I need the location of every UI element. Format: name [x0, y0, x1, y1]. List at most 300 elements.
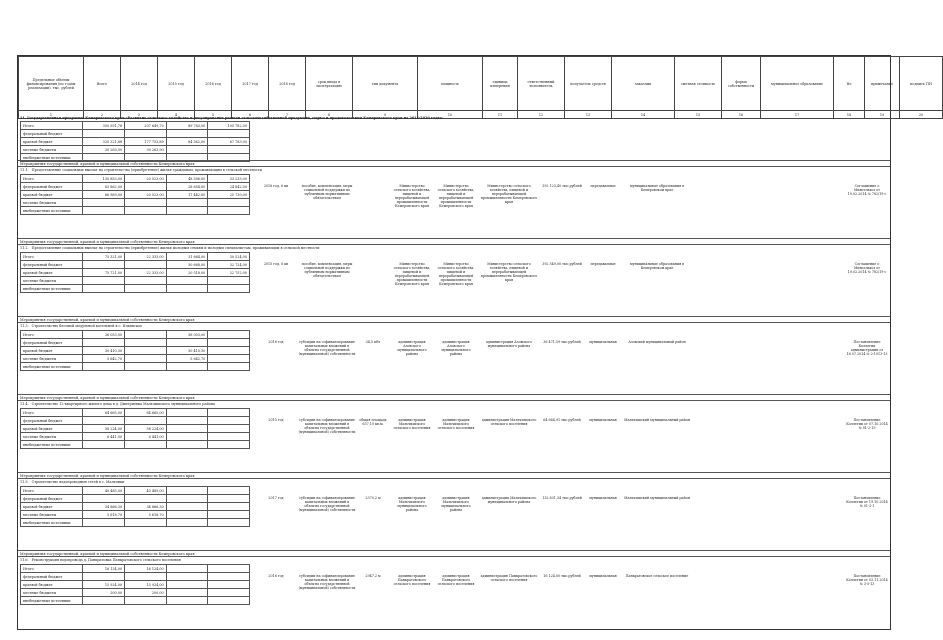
finance-label: местные бюджеты: [21, 511, 83, 519]
project-ownership: передаваемые: [590, 262, 616, 266]
project-title: [20, 402, 888, 406]
header-paying: Предельные объемы финансирования (по годам реализации), тыс. рублей: [19, 57, 84, 111]
header-cust: заказчик: [612, 57, 675, 111]
project-doc-type: пособие, компенсация, меры социальной поддержки по публичным нормативным обязательствам: [301, 184, 353, 200]
finance-value: [166, 581, 208, 589]
finance-label: внебюджетные источники: [21, 519, 83, 527]
column-number: 9: [353, 111, 418, 119]
finance-value: [166, 565, 208, 573]
project-cost: 392 549,00 тыс.рублей: [542, 262, 582, 266]
finance-value: [208, 581, 250, 589]
project-recipient: администрация Мальчишского сельского поселения: [437, 418, 475, 430]
finance-value: 22 333,00: [125, 253, 167, 261]
project-recipient: Министерство сельского хозяйства, пищевой и перерабатывающей промышленности Кемеровского края: [437, 262, 475, 286]
project-customer: администрация Мальчишского муниципального района: [481, 496, 537, 504]
project-code: 11.3.: [20, 324, 29, 328]
column-number: 7: [269, 111, 306, 119]
finance-value: [83, 130, 125, 138]
finance-value: [208, 519, 250, 527]
finance-row: [21, 433, 250, 441]
project-code: 11.4.: [20, 402, 29, 406]
project-responsible: администрация Азовского муниципального района: [397, 340, 427, 356]
finance-value: [208, 277, 250, 285]
project-name: Строительство 12-квартирного жилого дома в д. Дмитриевка Мальчишского муниципального района: [31, 402, 216, 406]
finance-value: 6 441,00: [83, 433, 125, 441]
finance-value: [208, 597, 250, 605]
column-number: 6: [232, 111, 269, 119]
finance-value: [208, 146, 250, 154]
project-term: 2016 год: [268, 574, 284, 578]
project-name: Предоставление социальных выплат на строительство (приобретение) жилья гражданам, проживающим в сельской местности: [31, 168, 262, 172]
finance-value: 30 668,00: [166, 261, 208, 269]
column-number: 18: [834, 111, 865, 119]
project-cost: 392 123,40 тыс.рублей: [542, 184, 582, 188]
project-note: Постановление Коллегии от 03.11.2014 № 3-5-13: [846, 574, 888, 586]
finance-value: 207 649,79: [125, 122, 167, 130]
finance-value: [125, 347, 167, 355]
finance-value: 15 924,00: [125, 581, 167, 589]
project-capacity: 34,5 кВт: [365, 340, 381, 344]
section-band: Мероприятия государственной, краевой и муниципальной собственности Кемеровского края: [18, 238, 890, 245]
header-rec: получатель средств: [565, 57, 612, 111]
project-municipality: Азовский муниципальный район: [628, 340, 686, 344]
header-cap: мощность: [418, 57, 483, 111]
finance-value: [125, 207, 167, 215]
column-number: 8: [306, 111, 353, 119]
finance-value: [166, 573, 208, 581]
project-ownership: муниципальная: [589, 574, 617, 578]
project-finance-table: [20, 486, 250, 527]
project-responsible: администрация Мальчишского сельского поселения: [393, 418, 431, 430]
finance-value: 200,00: [83, 589, 125, 597]
project-capacity: общая площадь 637,10 кв.м.: [359, 418, 387, 426]
project-cost: 132 831,34 тыс.рублей: [542, 496, 582, 500]
finance-value: [166, 130, 208, 138]
program-title: 11. Государственная программа Кемеровского края «Развитие сельского хозяйства и регулирование рынков сельскохозяйственной продукции, сырья и продовольствия Кемеровского края на 2014-2020 годы»: [20, 116, 444, 120]
finance-value: 30 410,30: [166, 347, 208, 355]
finance-value: 22 333,00: [125, 269, 167, 277]
finance-row: [21, 589, 250, 597]
finance-row: [21, 409, 250, 417]
finance-label: федеральный бюджет: [21, 495, 83, 503]
project-recipient: Министерство сельского хозяйства, пищевой и перерабатывающей промышленности Кемеровского края: [437, 184, 475, 208]
project-doc-type: субсидии на софинансирование капитальных вложений в объекты государственной (муниципальной) собственности: [298, 418, 356, 434]
project-ownership: передаваемые: [590, 184, 616, 188]
finance-value: [208, 511, 250, 519]
finance-value: [166, 339, 208, 347]
finance-value: 30 263,90: [125, 146, 167, 154]
finance-value: [125, 597, 167, 605]
finance-label: внебюджетные источники: [21, 597, 83, 605]
finance-label: краевой бюджет: [21, 503, 83, 511]
finance-value: 24 842,00: [208, 183, 250, 191]
project-term: 2015 год, 6 кв: [263, 262, 289, 266]
finance-row: [21, 495, 250, 503]
finance-value: 6 441,00: [125, 433, 167, 441]
finance-value: [208, 339, 250, 347]
finance-value: [166, 519, 208, 527]
project-name: Реконструкция водопровода д. Панкратовка Панкратовского сельского поселения: [31, 558, 181, 562]
finance-row: [21, 565, 250, 573]
finance-row: [21, 519, 250, 527]
program-finance-table: [20, 121, 250, 162]
finance-value: [208, 589, 250, 597]
finance-value: 75 721,00: [83, 269, 125, 277]
finance-value: [166, 146, 208, 154]
finance-label: местные бюджеты: [21, 589, 83, 597]
finance-value: 66 989,00: [83, 191, 125, 199]
finance-row: [21, 138, 250, 146]
finance-label: внебюджетные источники: [21, 363, 83, 371]
finance-value: 84 562,00: [166, 138, 208, 146]
finance-row: [21, 417, 250, 425]
table-header: [18, 56, 943, 119]
finance-value: [125, 417, 167, 425]
header-mun: муниципальное образование: [761, 57, 834, 111]
finance-value: [166, 511, 208, 519]
finance-row: [21, 503, 250, 511]
project-title: [20, 246, 888, 250]
finance-row: [21, 331, 250, 339]
finance-value: [166, 277, 208, 285]
finance-value: [208, 503, 250, 511]
finance-label: Итого: [21, 331, 83, 339]
section-band: Мероприятия государственной, краевой и муниципальной собственности Кемеровского края: [18, 316, 890, 323]
finance-value: [166, 425, 208, 433]
column-number: 10: [418, 111, 483, 119]
finance-row: [21, 487, 250, 495]
finance-row: [21, 146, 250, 154]
finance-value: [125, 573, 167, 581]
finance-value: 28 654,00: [166, 183, 208, 191]
project-municipality: Мальчишский муниципальный район: [624, 496, 690, 500]
project-finance-table: [20, 174, 250, 215]
finance-value: 350 591,78: [83, 122, 125, 130]
finance-row: [21, 253, 250, 261]
project-title: [20, 558, 888, 562]
finance-label: федеральный бюджет: [21, 183, 83, 191]
finance-value: [208, 199, 250, 207]
finance-row: [21, 261, 250, 269]
finance-value: 177 753,89: [125, 138, 167, 146]
finance-row: [21, 597, 250, 605]
finance-value: [166, 441, 208, 449]
column-number: 5: [195, 111, 232, 119]
project-title: [20, 168, 888, 172]
finance-value: 25 730,00: [208, 191, 250, 199]
project-cost: 16 124,00 тыс.рублей: [543, 574, 581, 578]
finance-value: [83, 597, 125, 605]
finance-value: [125, 183, 167, 191]
section-band: Мероприятия государственной, краевой и муниципальной собственности Кемеровского края: [18, 550, 890, 557]
finance-row: [21, 199, 250, 207]
finance-value: [83, 519, 125, 527]
finance-value: 30 524,00: [208, 253, 250, 261]
finance-value: [208, 433, 250, 441]
finance-value: [208, 355, 250, 363]
finance-value: [83, 339, 125, 347]
project-municipality: Панкратовское сельское поселение: [625, 574, 689, 578]
finance-value: 36 053,00: [166, 331, 208, 339]
finance-value: [166, 495, 208, 503]
project-customer: администрация Панкратовского сельского поселения: [480, 574, 538, 582]
finance-value: [83, 573, 125, 581]
project-doc-type: субсидии на софинансирование капитальных вложений в объекты государственной (муниципальной) собственности: [298, 574, 356, 590]
header-term: срок ввода в эксплуатацию: [306, 57, 353, 111]
finance-value: [166, 589, 208, 597]
finance-row: [21, 175, 250, 183]
finance-value: [208, 495, 250, 503]
finance-label: Итого: [21, 487, 83, 495]
finance-value: [125, 441, 167, 449]
finance-label: Итого: [21, 565, 83, 573]
finance-value: [166, 199, 208, 207]
finance-value: [208, 487, 250, 495]
finance-row: [21, 269, 250, 277]
header-year: Всего: [84, 57, 121, 111]
finance-value: [208, 347, 250, 355]
project-doc-type: субсидии на софинансирование капитальных вложений в объекты государственной (муниципальной) собственности: [298, 496, 356, 512]
project-cost: 36 471,59 тыс.рублей: [543, 340, 581, 344]
finance-label: Итого: [21, 409, 83, 417]
finance-row: [21, 183, 250, 191]
finance-label: федеральный бюджет: [21, 261, 83, 269]
finance-value: 17 442,00: [166, 191, 208, 199]
project-recipient: администрация Панкратовского сельского поселения: [437, 574, 475, 586]
project-doc-type: пособие, компенсация, меры социальной поддержки по публичным нормативным обязательствам: [301, 262, 353, 278]
finance-value: [208, 285, 250, 293]
finance-label: Итого: [21, 122, 83, 130]
finance-value: [208, 409, 250, 417]
finance-value: 30 410,30: [83, 347, 125, 355]
finance-value: 20 523,00: [125, 175, 167, 183]
finance-label: внебюджетные источники: [21, 441, 83, 449]
project-note: Постановление Коллегии от 07.10.2014 № 01-2-19: [846, 418, 888, 430]
finance-value: [125, 285, 167, 293]
finance-value: 48 596,00: [166, 175, 208, 183]
section-band: Мероприятия государственной, краевой и муниципальной собственности Кемеровского края: [18, 472, 890, 479]
finance-value: [83, 285, 125, 293]
header-year: 2018 год: [269, 57, 306, 111]
finance-row: [21, 339, 250, 347]
finance-row: [21, 355, 250, 363]
finance-value: 16 124,00: [83, 565, 125, 573]
project-responsible: Министерство сельского хозяйства, пищевой и перерабатывающей промышленности Кемеровского края: [393, 262, 431, 286]
finance-value: 58 224,00: [125, 425, 167, 433]
finance-value: [166, 285, 208, 293]
column-number: 3: [121, 111, 158, 119]
finance-value: 16 124,00: [125, 565, 167, 573]
finance-row: [21, 581, 250, 589]
project-name: Строительство блочной модульной котельной в с. Ильинское: [31, 324, 143, 328]
finance-value: 5 642,70: [166, 355, 208, 363]
finance-value: 32 724,00: [208, 261, 250, 269]
project-customer: Министерство сельского хозяйства, пищевой и перерабатывающей промышленности Кемеровского края: [480, 262, 538, 282]
finance-row: [21, 277, 250, 285]
column-number: 20: [900, 111, 943, 119]
project-municipality: муниципальные образования в Кемеровском крае: [629, 262, 685, 270]
project-ownership: муниципальная: [589, 340, 617, 344]
finance-value: [166, 503, 208, 511]
finance-label: внебюджетные источники: [21, 207, 83, 215]
header-year: 2016 год: [195, 57, 232, 111]
project-title: [20, 480, 888, 484]
finance-value: 40 485,00: [125, 487, 167, 495]
finance-value: [208, 130, 250, 138]
project-term: 2016 год, 6 кв: [263, 184, 289, 188]
header-end: подпись ПН: [900, 57, 943, 111]
finance-value: [125, 363, 167, 371]
finance-row: [21, 191, 250, 199]
project-name: Строительство водопроводных сетей в с. Мальчики: [31, 480, 125, 484]
finance-value: [166, 487, 208, 495]
project-responsible: администрация Панкратовского сельского поселения: [393, 574, 431, 586]
finance-value: [83, 495, 125, 503]
finance-value: 75 321,00: [83, 253, 125, 261]
column-number: 4: [158, 111, 195, 119]
project-title: [20, 324, 888, 328]
finance-row: [21, 511, 250, 519]
project-customer: администрация Мальчишского сельского поселения: [481, 418, 537, 426]
finance-label: внебюджетные источники: [21, 285, 83, 293]
header-year: 2014 год: [121, 57, 158, 111]
project-municipality: муниципальные образования в Кемеровском крае: [629, 184, 685, 192]
project-responsible: администрация Мальчишского муниципального района: [397, 496, 427, 512]
finance-value: [208, 331, 250, 339]
finance-value: [83, 363, 125, 371]
finance-value: 40 485,00: [83, 487, 125, 495]
finance-value: 34 866,30: [125, 503, 167, 511]
finance-value: 200,00: [125, 589, 167, 597]
project-capacity: 2370,2 м: [365, 496, 381, 500]
finance-label: федеральный бюджет: [21, 417, 83, 425]
project-finance-table: [20, 330, 250, 371]
finance-value: [125, 519, 167, 527]
project-responsible: Министерство сельского хозяйства, пищевой и перерабатывающей промышленности Кемеровского края: [393, 184, 431, 208]
finance-value: [208, 207, 250, 215]
header-resp: ответственный исполнитель: [518, 57, 565, 111]
finance-value: [83, 417, 125, 425]
project-finance-table: [20, 252, 250, 293]
finance-value: [208, 425, 250, 433]
finance-value: [125, 199, 167, 207]
finance-value: [125, 355, 167, 363]
column-number: 14: [612, 111, 675, 119]
finance-row: [21, 363, 250, 371]
project-code: 11.5.: [20, 480, 29, 484]
finance-value: [166, 363, 208, 371]
finance-value: [83, 199, 125, 207]
header-np: Не: [834, 57, 865, 111]
finance-label: местные бюджеты: [21, 433, 83, 441]
project-cost: 64 664,91 тыс.рублей: [543, 418, 581, 422]
finance-value: 89 783,00: [166, 122, 208, 130]
finance-label: внебюджетные источники: [21, 154, 83, 162]
project-term: 2016 год: [268, 340, 284, 344]
finance-row: [21, 130, 250, 138]
finance-label: федеральный бюджет: [21, 573, 83, 581]
finance-label: местные бюджеты: [21, 146, 83, 154]
finance-row: [21, 285, 250, 293]
finance-value: [125, 331, 167, 339]
project-finance-table: [20, 564, 250, 605]
finance-value: 15 924,00: [83, 581, 125, 589]
finance-value: [208, 363, 250, 371]
finance-value: [208, 565, 250, 573]
finance-value: [125, 130, 167, 138]
finance-label: краевой бюджет: [21, 581, 83, 589]
finance-value: 31 664,00: [166, 253, 208, 261]
project-doc-type: субсидии на софинансирование капитальных вложений в объекты государственной (муниципальной) собственности: [298, 340, 356, 356]
section-band: Мероприятия государственной, краевой и муниципальной собственности Кемеровского края: [18, 160, 890, 167]
finance-label: краевой бюджет: [21, 138, 83, 146]
header-form: форма собственности: [722, 57, 761, 111]
finance-value: [83, 261, 125, 269]
column-number: 13: [565, 111, 612, 119]
finance-label: краевой бюджет: [21, 269, 83, 277]
finance-value: 58 224,00: [83, 425, 125, 433]
finance-value: 64 665,00: [125, 409, 167, 417]
project-note: Соглашение о Минсельхоз от 19.02.2014 № 782/19-с: [847, 262, 887, 274]
project-customer: администрация Азовского муниципального района: [485, 340, 533, 348]
finance-label: краевой бюджет: [21, 347, 83, 355]
section-band: Мероприятия государственной, краевой и муниципальной собственности Кемеровского края: [18, 394, 890, 401]
finance-value: 34 866,30: [83, 503, 125, 511]
finance-value: [125, 495, 167, 503]
finance-row: [21, 441, 250, 449]
finance-value: 5 642,70: [83, 355, 125, 363]
finance-value: [125, 339, 167, 347]
project-note: Соглашение о Минсельхоз от 19.02.2014 № 782/19-с: [847, 184, 887, 196]
project-customer: Министерство сельского хозяйства, пищевой и перерабатывающей промышленности Кемеровского края: [480, 184, 538, 204]
project-code: 11.2.: [20, 246, 29, 250]
finance-row: [21, 573, 250, 581]
finance-row: [21, 207, 250, 215]
project-ownership: муниципальная: [589, 496, 617, 500]
project-code: 11.1.: [20, 168, 29, 172]
header-note: примечание: [865, 57, 900, 111]
finance-value: [125, 277, 167, 285]
finance-value: [208, 441, 250, 449]
project-note: Постановление Коллегии администрации от 18.07.2014 № 2-1013-13: [846, 340, 888, 356]
finance-value: [166, 207, 208, 215]
project-note: Постановление Коллегии от 19.10.2014 № 01-2-1: [846, 496, 888, 508]
finance-row: [21, 425, 250, 433]
finance-value: [208, 417, 250, 425]
column-number: 11: [483, 111, 518, 119]
project-ownership: муниципальная: [589, 418, 617, 422]
project-name: Предоставление социальных выплат на строительство (приобретение) жилья молодым семьям и молодым специалистам, проживающим в сельской местности: [31, 246, 320, 250]
project-recipient: администрация Мальчишского муниципального района: [441, 496, 471, 512]
column-number: 17: [761, 111, 834, 119]
finance-value: [166, 433, 208, 441]
column-number: 15: [675, 111, 722, 119]
finance-value: [208, 573, 250, 581]
finance-value: 320 321,88: [83, 138, 125, 146]
project-code: 11.6.: [20, 558, 29, 562]
project-capacity: 2947,2 м: [365, 574, 381, 578]
finance-value: [83, 441, 125, 449]
finance-value: [125, 261, 167, 269]
finance-row: [21, 122, 250, 130]
header-cost: сметная стоимость: [675, 57, 722, 111]
project-municipality: Мальчишский муниципальный район: [624, 418, 690, 422]
finance-value: [83, 277, 125, 285]
column-number: 16: [722, 111, 761, 119]
column-number: 2: [84, 111, 121, 119]
finance-value: 64 665,00: [83, 409, 125, 417]
finance-value: [166, 409, 208, 417]
